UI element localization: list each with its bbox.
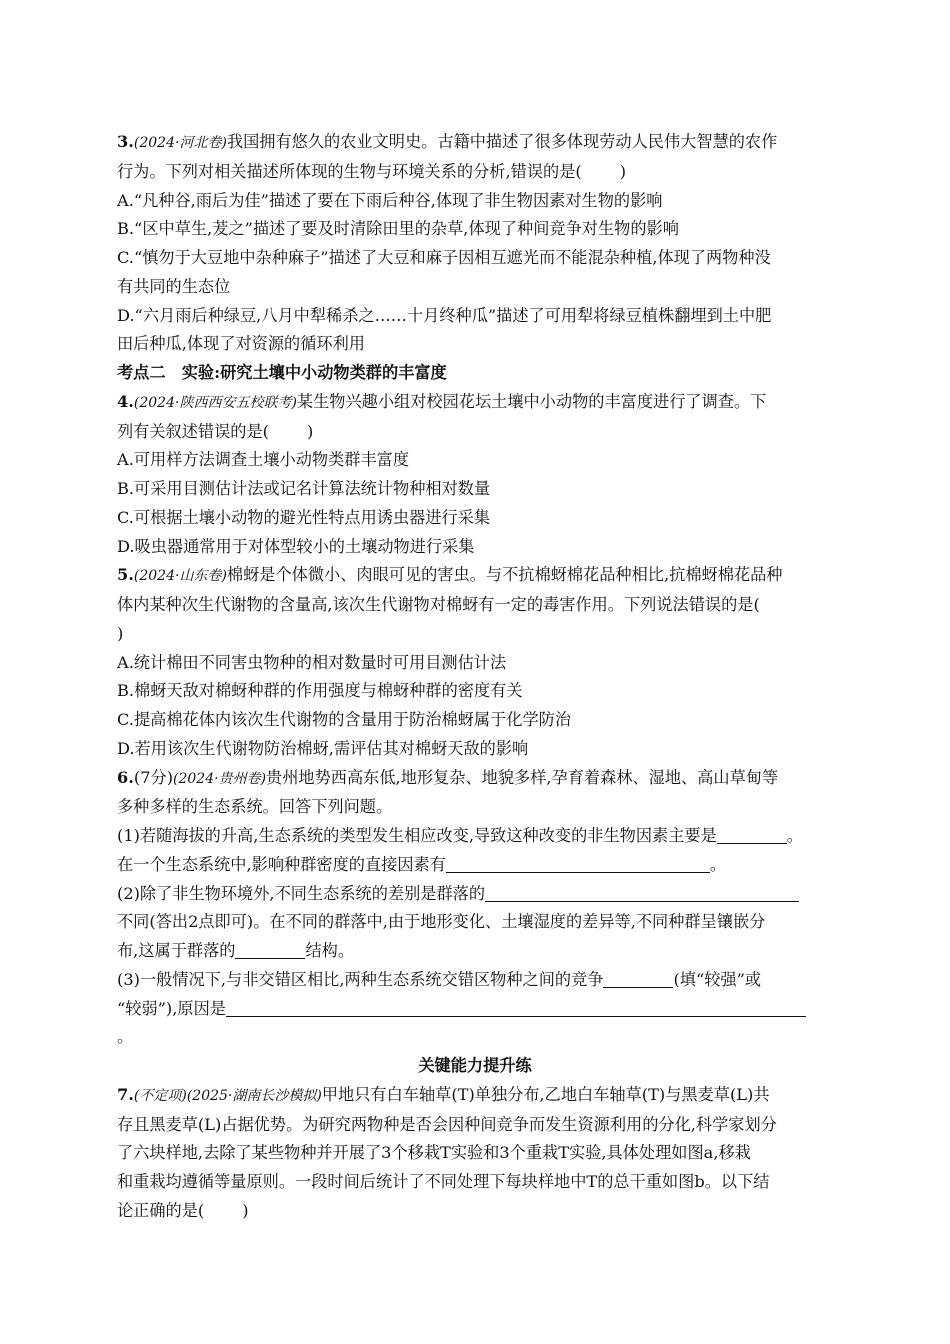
q4-stem-line2: 列有关叙述错误的是( ) [117,421,314,441]
q6-part2-line3: 布,这属于群落的 结构。 [117,941,355,960]
q4-option-b: B.可采用目测估计法或记名计算法统计物种相对数量 [117,479,491,498]
section-heading-experiment: 考点二 实验:研究土壤中小动物类群的丰富度 [117,363,447,382]
q7-stem-line2: 存且黑麦草(L)占据优势。为研究两物种是否会因种间竞争而发生资源利用的分化,科学家划分 [117,1114,777,1134]
q5-option-a: A.统计棉田不同害虫物种的相对数量时可用目测估计法 [117,652,507,672]
q6-part1-line2: 在一个生态系统中,影响种群密度的直接因素有 。 [117,854,727,874]
q3-source: (2024·河北卷) [133,135,227,151]
q5-number: 5 [117,565,129,585]
q6-blank-5[interactable] [603,969,673,988]
q3-option-b: B.“区中草生,茇之”描述了要及时清除田里的杂草,体现了种间竞争对生物的影响 [117,219,679,239]
q6-number: 6 [117,767,129,787]
q6-part2-line2: 不同(答出2点即可)。在不同的群落中,由于地形变化、土壤湿度的差异等,不同种群呈镶嵌分 [117,912,766,932]
q5-option-b: B.棉蚜天敌对棉蚜种群的作用强度与棉蚜种群的密度有关 [117,681,523,701]
q3-option-a: A.“凡种谷,雨后为佳”描述了要在下雨后种谷,体现了非生物因素对生物的影响 [117,190,663,210]
q6-blank-6[interactable] [226,998,806,1017]
q6-part2-line1: (2)除了非生物环境外,不同生态系统的差别是群落的 [117,880,833,909]
q3-stem-text1: 我国拥有悠久的农业文明史。古籍中描述了很多体现劳动人民伟大智慧的农作 [226,132,778,151]
q7-stem-line4: 和重栽均遵循等量原则。一段时间后统计了不同处理下每块样地中T的总干重如图b。以下结 [117,1172,770,1191]
q6-part3-line3: 。 [117,1027,134,1047]
q6-part3-line1: (3)一般情况下,与非交错区相比,两种生态系统交错区物种之间的竞争 (填“较强”或 [117,969,762,989]
q7-stem-line5: 论正确的是( ) [117,1200,249,1220]
q5-option-c: C.提高棉花体内该次生代谢物的含量用于防治棉蚜属于化学防治 [117,710,572,729]
q6-points: (7分) [133,767,174,787]
q5-stem-line3: ) [117,623,124,643]
document-page [117,128,833,1226]
q3-option-c-line2: 有共同的生态位 [117,276,231,296]
q7-type: (不定项) [133,1087,187,1104]
q6-part3-line2: “较弱”),原因是 [117,995,833,1024]
q4-source: (2024·陕西西安五校联考) [133,394,297,411]
q4-stem-line1: 4.(2024·陕西西安五校联考)某生物兴趣小组对校园花坛土壤中小动物的丰富度进行了调查。下 [117,391,767,411]
q4-option-c: C.可根据土壤小动物的避光性特点用诱虫器进行采集 [117,507,491,527]
q6-part1-line1: (1)若随海拔的升高,生态系统的类型发生相应改变,导致这种改变的非生物因素主要是 。 [117,826,803,845]
q4-option-a: A.可用样方法调查土壤小动物类群丰富度 [117,450,410,470]
q4-option-d: D.吸虫器通常用于对体型较小的土壤动物进行采集 [117,536,475,556]
q6-blank-4[interactable] [235,940,305,959]
q5-stem-line2: 体内某种次生代谢物的含量高,该次生代谢物对棉蚜有一定的毒害作用。下列说法错误的是( [117,595,760,614]
q3-option-d-line2: 田后种瓜,体现了对资源的循环利用 [117,334,365,354]
q6-source: (2024·贵州卷) [173,770,267,787]
q7-source: (2025·湖南长沙模拟) [186,1087,322,1104]
q5-option-d: D.若用该次生代谢物防治棉蚜,需评估其对棉蚜天敌的影响 [117,738,529,758]
q6-stem-line2: 多种多样的生态系统。回答下列问题。 [117,797,393,817]
q6-blank-1[interactable] [717,825,787,844]
q6-blank-3[interactable] [485,883,799,902]
q6-blank-2[interactable] [446,854,710,873]
q3-option-c-line1: C.“慎勿于大豆地中杂种麻子”描述了大豆和麻子因相互遮光而不能混杂种植,体现了两物种没 [117,248,771,267]
q5-source: (2024·山东卷) [133,568,227,585]
q3-stem-line2: 行为。下列对相关描述所体现的生物与环境关系的分析,错误的是( ) [117,161,627,181]
q3-option-d-line1: D.“六月雨后种绿豆,八月中犁稀杀之……十月终种瓜”描述了可用犁将绿豆植株翻埋到土中肥 [117,305,772,325]
q4-number: 4 [117,391,129,411]
section-heading-key-ability: 关键能力提升练 [418,1056,532,1075]
q3-stem-line1: 3.(2024·河北卷)我国拥有悠久的农业文明史。古籍中描述了很多体现劳动人民伟大智慧的农作 [117,132,778,151]
q3-number: 3 [117,132,129,151]
q7-stem-line3: 了六块样地,去除了某些物种并开展了3个移栽T实验和3个重栽T实验,具体处理如图a,移栽 [117,1143,751,1163]
q7-stem-line1: 7.(不定项)(2025·湖南长沙模拟)甲地只有白车轴草(T)单独分布,乙地白车轴草(T)与黑麦草(L)共 [117,1084,770,1104]
q7-number: 7 [117,1084,129,1104]
q6-stem-line1: 6.(7分)(2024·贵州卷)贵州地势西高东低,地形复杂、地貌多样,孕育着森林、湿地、高山草甸等 [117,767,779,787]
q5-stem-line1: 5.(2024·山东卷)棉蚜是个体微小、肉眼可见的害虫。与不抗棉蚜棉花品种相比,抗棉蚜棉花品种 [117,565,783,585]
